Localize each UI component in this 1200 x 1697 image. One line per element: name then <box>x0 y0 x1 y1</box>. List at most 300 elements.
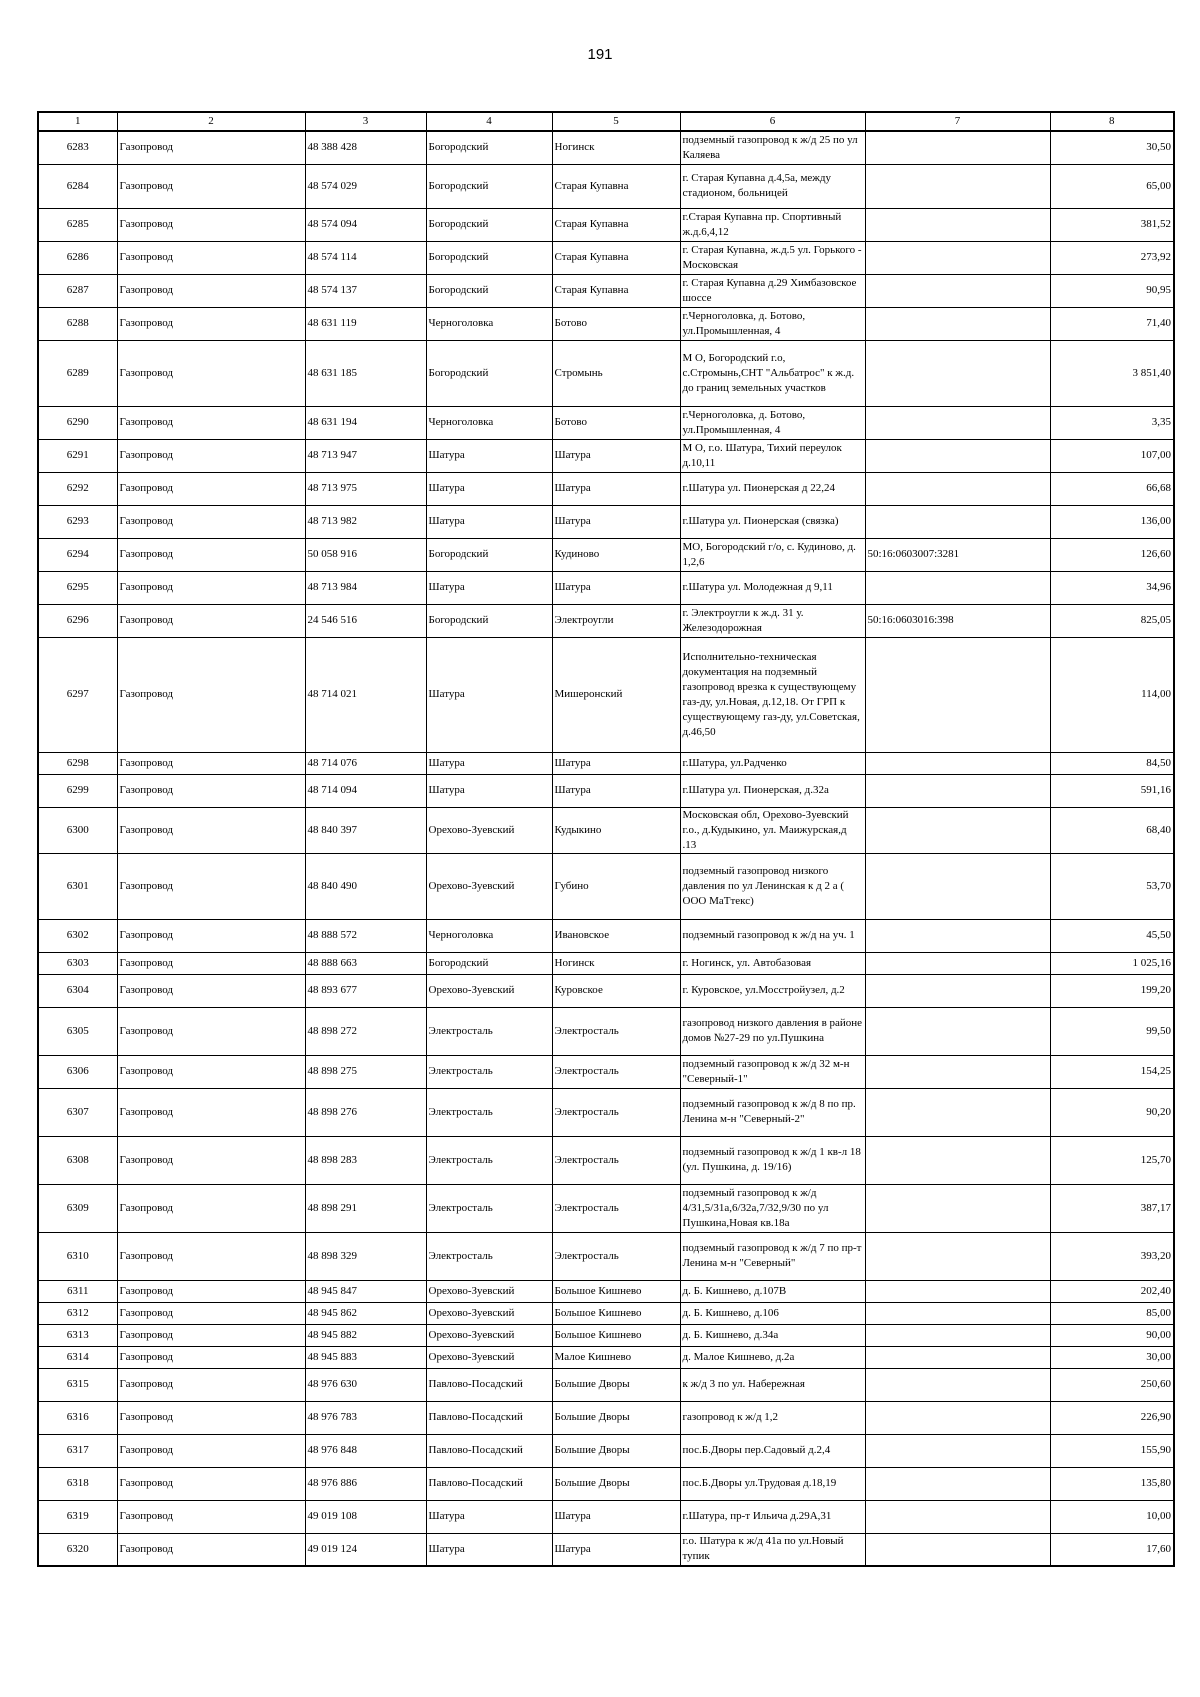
locality-cell: Электроугли <box>552 604 680 637</box>
address-cell: Московская обл, Орехово-Зуевский г.о., д.Кудыкино, ул. Маижурская,д .13 <box>680 807 865 853</box>
object-type-cell: Газопровод <box>117 919 305 952</box>
table-row <box>38 1280 1174 1302</box>
table-row <box>38 274 1174 307</box>
locality-cell: Ботово <box>552 406 680 439</box>
table-row <box>38 505 1174 538</box>
inventory-code-cell: 48 976 848 <box>305 1434 426 1467</box>
row-number-cell: 6307 <box>38 1088 117 1136</box>
inventory-code-cell: 48 713 982 <box>305 505 426 538</box>
address-cell: г.Черноголовка, д. Ботово, ул.Промышленная, 4 <box>680 406 865 439</box>
table-row <box>38 1055 1174 1088</box>
length-value-cell: 1 025,16 <box>1050 952 1174 974</box>
inventory-code-cell: 48 898 283 <box>305 1136 426 1184</box>
object-type-cell: Газопровод <box>117 1401 305 1434</box>
locality-cell: Ивановское <box>552 919 680 952</box>
cadastral-number-cell <box>865 439 1050 472</box>
table-row <box>38 1232 1174 1280</box>
address-cell: г.Шатура ул. Пионерская д 22,24 <box>680 472 865 505</box>
locality-cell: Старая Купавна <box>552 164 680 208</box>
locality-cell: Шатура <box>552 439 680 472</box>
column-header: 3 <box>305 112 426 131</box>
locality-cell: Куровское <box>552 974 680 1007</box>
object-type-cell: Газопровод <box>117 1055 305 1088</box>
table-row <box>38 164 1174 208</box>
length-value-cell: 393,20 <box>1050 1232 1174 1280</box>
inventory-code-cell: 48 631 119 <box>305 307 426 340</box>
district-cell: Шатура <box>426 1500 552 1533</box>
table-row <box>38 807 1174 853</box>
table-row <box>38 1302 1174 1324</box>
address-cell: к ж/д 3 по ул. Набережная <box>680 1368 865 1401</box>
inventory-code-cell: 48 898 272 <box>305 1007 426 1055</box>
district-cell: Шатура <box>426 571 552 604</box>
row-number-cell: 6309 <box>38 1184 117 1232</box>
object-type-cell: Газопровод <box>117 406 305 439</box>
length-value-cell: 202,40 <box>1050 1280 1174 1302</box>
length-value-cell: 114,00 <box>1050 637 1174 752</box>
length-value-cell: 90,00 <box>1050 1324 1174 1346</box>
inventory-code-cell: 48 945 882 <box>305 1324 426 1346</box>
locality-cell: Шатура <box>552 774 680 807</box>
district-cell: Орехово-Зуевский <box>426 853 552 919</box>
address-cell: г. Старая Купавна д.29 Химбазовское шоссе <box>680 274 865 307</box>
inventory-code-cell: 48 574 094 <box>305 208 426 241</box>
cadastral-number-cell <box>865 1500 1050 1533</box>
district-cell: Электросталь <box>426 1088 552 1136</box>
object-type-cell: Газопровод <box>117 274 305 307</box>
row-number-cell: 6297 <box>38 637 117 752</box>
address-cell: д. Б. Кишнево, д.34а <box>680 1324 865 1346</box>
cadastral-number-cell <box>865 1401 1050 1434</box>
length-value-cell: 381,52 <box>1050 208 1174 241</box>
row-number-cell: 6315 <box>38 1368 117 1401</box>
length-value-cell: 85,00 <box>1050 1302 1174 1324</box>
district-cell: Орехово-Зуевский <box>426 1324 552 1346</box>
row-number-cell: 6293 <box>38 505 117 538</box>
inventory-code-cell: 48 976 630 <box>305 1368 426 1401</box>
cadastral-number-cell <box>865 131 1050 164</box>
district-cell: Орехово-Зуевский <box>426 974 552 1007</box>
length-value-cell: 34,96 <box>1050 571 1174 604</box>
cadastral-number-cell <box>865 1280 1050 1302</box>
inventory-code-cell: 48 888 663 <box>305 952 426 974</box>
column-header: 7 <box>865 112 1050 131</box>
cadastral-number-cell <box>865 340 1050 406</box>
district-cell: Богородский <box>426 241 552 274</box>
district-cell: Богородский <box>426 952 552 974</box>
address-cell: д. Малое Кишнево, д.2а <box>680 1346 865 1368</box>
cadastral-number-cell: 50:16:0603007:3281 <box>865 538 1050 571</box>
address-cell: г.Шатура ул. Пионерская (связка) <box>680 505 865 538</box>
object-type-cell: Газопровод <box>117 439 305 472</box>
length-value-cell: 30,50 <box>1050 131 1174 164</box>
table-row <box>38 1324 1174 1346</box>
cadastral-number-cell <box>865 1088 1050 1136</box>
object-type-cell: Газопровод <box>117 1232 305 1280</box>
row-number-cell: 6292 <box>38 472 117 505</box>
length-value-cell: 71,40 <box>1050 307 1174 340</box>
object-type-cell: Газопровод <box>117 637 305 752</box>
locality-cell: Электросталь <box>552 1088 680 1136</box>
row-number-cell: 6311 <box>38 1280 117 1302</box>
table-row <box>38 853 1174 919</box>
address-cell: г.Шатура, ул.Радченко <box>680 752 865 774</box>
locality-cell: Электросталь <box>552 1055 680 1088</box>
object-type-cell: Газопровод <box>117 571 305 604</box>
object-type-cell: Газопровод <box>117 340 305 406</box>
inventory-code-cell: 48 893 677 <box>305 974 426 1007</box>
locality-cell: Ногинск <box>552 952 680 974</box>
address-cell: подземный газопровод к ж/д 7 по пр-т Ленина м-н "Северный" <box>680 1232 865 1280</box>
address-cell: г.о. Шатура к ж/д 41а по ул.Новый тупик <box>680 1533 865 1566</box>
length-value-cell: 387,17 <box>1050 1184 1174 1232</box>
locality-cell: Шатура <box>552 571 680 604</box>
address-cell: подземный газопровод к ж/д 32 м-н "Северный-1" <box>680 1055 865 1088</box>
locality-cell: Старая Купавна <box>552 274 680 307</box>
cadastral-number-cell <box>865 1533 1050 1566</box>
district-cell: Богородский <box>426 274 552 307</box>
address-cell: подземный газопровод низкого давления по ул Ленинская к д 2 а ( ООО МаТтекс) <box>680 853 865 919</box>
table-row <box>38 1136 1174 1184</box>
row-number-cell: 6295 <box>38 571 117 604</box>
inventory-code-cell: 48 574 114 <box>305 241 426 274</box>
district-cell: Шатура <box>426 774 552 807</box>
table-body <box>38 131 1174 1566</box>
object-type-cell: Газопровод <box>117 241 305 274</box>
cadastral-number-cell <box>865 505 1050 538</box>
object-type-cell: Газопровод <box>117 1184 305 1232</box>
cadastral-number-cell <box>865 1368 1050 1401</box>
district-cell: Шатура <box>426 637 552 752</box>
cadastral-number-cell <box>865 919 1050 952</box>
locality-cell: Губино <box>552 853 680 919</box>
table-row <box>38 952 1174 974</box>
inventory-code-cell: 48 713 975 <box>305 472 426 505</box>
district-cell: Электросталь <box>426 1232 552 1280</box>
locality-cell: Ногинск <box>552 131 680 164</box>
object-type-cell: Газопровод <box>117 131 305 164</box>
table-row <box>38 637 1174 752</box>
locality-cell: Ботово <box>552 307 680 340</box>
inventory-code-cell: 49 019 124 <box>305 1533 426 1566</box>
table-row <box>38 1533 1174 1566</box>
table-row <box>38 208 1174 241</box>
object-type-cell: Газопровод <box>117 853 305 919</box>
inventory-code-cell: 48 388 428 <box>305 131 426 164</box>
column-header: 5 <box>552 112 680 131</box>
address-cell: д. Б. Кишнево, д.106 <box>680 1302 865 1324</box>
district-cell: Электросталь <box>426 1184 552 1232</box>
cadastral-number-cell <box>865 164 1050 208</box>
inventory-code-cell: 48 574 029 <box>305 164 426 208</box>
row-number-cell: 6300 <box>38 807 117 853</box>
locality-cell: Кудыкино <box>552 807 680 853</box>
district-cell: Черноголовка <box>426 307 552 340</box>
district-cell: Павлово-Посадский <box>426 1368 552 1401</box>
length-value-cell: 825,05 <box>1050 604 1174 637</box>
locality-cell: Шатура <box>552 1500 680 1533</box>
cadastral-number-cell <box>865 952 1050 974</box>
table-row <box>38 131 1174 164</box>
row-number-cell: 6318 <box>38 1467 117 1500</box>
table-row <box>38 1467 1174 1500</box>
row-number-cell: 6283 <box>38 131 117 164</box>
row-number-cell: 6291 <box>38 439 117 472</box>
cadastral-number-cell <box>865 1467 1050 1500</box>
inventory-code-cell: 48 574 137 <box>305 274 426 307</box>
cadastral-number-cell <box>865 241 1050 274</box>
table-row <box>38 241 1174 274</box>
cadastral-number-cell <box>865 208 1050 241</box>
district-cell: Орехово-Зуевский <box>426 1302 552 1324</box>
cadastral-number-cell <box>865 1184 1050 1232</box>
locality-cell: Кудиново <box>552 538 680 571</box>
object-type-cell: Газопровод <box>117 208 305 241</box>
row-number-cell: 6317 <box>38 1434 117 1467</box>
row-number-cell: 6304 <box>38 974 117 1007</box>
address-cell: г. Старая Купавна, ж.д.5 ул. Горького - Московская <box>680 241 865 274</box>
table-row <box>38 439 1174 472</box>
row-number-cell: 6305 <box>38 1007 117 1055</box>
inventory-code-cell: 48 945 847 <box>305 1280 426 1302</box>
table-row <box>38 538 1174 571</box>
district-cell: Шатура <box>426 439 552 472</box>
object-type-cell: Газопровод <box>117 1007 305 1055</box>
table-row <box>38 919 1174 952</box>
length-value-cell: 107,00 <box>1050 439 1174 472</box>
inventory-code-cell: 48 713 984 <box>305 571 426 604</box>
length-value-cell: 125,70 <box>1050 1136 1174 1184</box>
address-cell: подземный газопровод к ж/д 25 по ул Каляева <box>680 131 865 164</box>
table-row <box>38 340 1174 406</box>
table-row <box>38 604 1174 637</box>
inventory-code-cell: 48 976 783 <box>305 1401 426 1434</box>
length-value-cell: 3,35 <box>1050 406 1174 439</box>
row-number-cell: 6308 <box>38 1136 117 1184</box>
table-row <box>38 1434 1174 1467</box>
column-header: 6 <box>680 112 865 131</box>
table-row <box>38 307 1174 340</box>
district-cell: Павлово-Посадский <box>426 1434 552 1467</box>
district-cell: Черноголовка <box>426 406 552 439</box>
object-type-cell: Газопровод <box>117 1346 305 1368</box>
length-value-cell: 154,25 <box>1050 1055 1174 1088</box>
inventory-code-cell: 48 898 291 <box>305 1184 426 1232</box>
inventory-code-cell: 48 976 886 <box>305 1467 426 1500</box>
row-number-cell: 6314 <box>38 1346 117 1368</box>
district-cell: Богородский <box>426 164 552 208</box>
length-value-cell: 199,20 <box>1050 974 1174 1007</box>
length-value-cell: 99,50 <box>1050 1007 1174 1055</box>
cadastral-number-cell <box>865 1346 1050 1368</box>
length-value-cell: 90,95 <box>1050 274 1174 307</box>
object-type-cell: Газопровод <box>117 472 305 505</box>
locality-cell: Большие Дворы <box>552 1401 680 1434</box>
address-cell: г. Ногинск, ул. Автобазовая <box>680 952 865 974</box>
row-number-cell: 6288 <box>38 307 117 340</box>
table-row <box>38 752 1174 774</box>
cadastral-number-cell <box>865 1232 1050 1280</box>
inventory-code-cell: 50 058 916 <box>305 538 426 571</box>
cadastral-number-cell <box>865 853 1050 919</box>
length-value-cell: 66,68 <box>1050 472 1174 505</box>
inventory-code-cell: 48 631 185 <box>305 340 426 406</box>
row-number-cell: 6299 <box>38 774 117 807</box>
district-cell: Павлово-Посадский <box>426 1401 552 1434</box>
object-type-cell: Газопровод <box>117 1302 305 1324</box>
object-type-cell: Газопровод <box>117 1533 305 1566</box>
locality-cell: Большие Дворы <box>552 1368 680 1401</box>
registry-table <box>37 111 1175 1567</box>
length-value-cell: 65,00 <box>1050 164 1174 208</box>
address-cell: подземный газопровод к ж/д на уч. 1 <box>680 919 865 952</box>
object-type-cell: Газопровод <box>117 604 305 637</box>
object-type-cell: Газопровод <box>117 1500 305 1533</box>
address-cell: г.Шатура ул. Молодежная д 9,11 <box>680 571 865 604</box>
address-cell: подземный газопровод к ж/д 4/31,5/31а,6/32а,7/32,9/30 по ул Пушкина,Новая кв.18а <box>680 1184 865 1232</box>
locality-cell: Стромынь <box>552 340 680 406</box>
object-type-cell: Газопровод <box>117 164 305 208</box>
object-type-cell: Газопровод <box>117 752 305 774</box>
address-cell: г. Электроугли к ж.д. 31 у. Железодорожная <box>680 604 865 637</box>
row-number-cell: 6319 <box>38 1500 117 1533</box>
length-value-cell: 90,20 <box>1050 1088 1174 1136</box>
locality-cell: Большие Дворы <box>552 1467 680 1500</box>
cadastral-number-cell <box>865 472 1050 505</box>
inventory-code-cell: 48 840 490 <box>305 853 426 919</box>
object-type-cell: Газопровод <box>117 1467 305 1500</box>
object-type-cell: Газопровод <box>117 1368 305 1401</box>
locality-cell: Электросталь <box>552 1007 680 1055</box>
table-row <box>38 774 1174 807</box>
cadastral-number-cell <box>865 1136 1050 1184</box>
row-number-cell: 6302 <box>38 919 117 952</box>
address-cell: М О, Богородский г.о, с.Стромынь,СНТ "Альбатрос" к ж.д. до границ земельных участков <box>680 340 865 406</box>
district-cell: Орехово-Зуевский <box>426 1346 552 1368</box>
row-number-cell: 6320 <box>38 1533 117 1566</box>
column-header: 8 <box>1050 112 1174 131</box>
row-number-cell: 6285 <box>38 208 117 241</box>
column-header: 4 <box>426 112 552 131</box>
locality-cell: Электросталь <box>552 1136 680 1184</box>
district-cell: Богородский <box>426 604 552 637</box>
row-number-cell: 6296 <box>38 604 117 637</box>
address-cell: д. Б. Кишнево, д.107В <box>680 1280 865 1302</box>
address-cell: г.Шатура, пр-т Ильича д.29А,31 <box>680 1500 865 1533</box>
address-cell: пос.Б.Дворы пер.Садовый д.2,4 <box>680 1434 865 1467</box>
address-cell: г. Куровское, ул.Мосстройузел, д.2 <box>680 974 865 1007</box>
district-cell: Электросталь <box>426 1055 552 1088</box>
object-type-cell: Газопровод <box>117 1434 305 1467</box>
table-row <box>38 974 1174 1007</box>
row-number-cell: 6287 <box>38 274 117 307</box>
object-type-cell: Газопровод <box>117 1136 305 1184</box>
locality-cell: Шатура <box>552 472 680 505</box>
header-row <box>38 112 1174 131</box>
locality-cell: Большое Кишнево <box>552 1324 680 1346</box>
column-header: 2 <box>117 112 305 131</box>
table-row <box>38 1401 1174 1434</box>
row-number-cell: 6294 <box>38 538 117 571</box>
district-cell: Павлово-Посадский <box>426 1467 552 1500</box>
district-cell: Шатура <box>426 505 552 538</box>
district-cell: Богородский <box>426 208 552 241</box>
length-value-cell: 68,40 <box>1050 807 1174 853</box>
cadastral-number-cell <box>865 1055 1050 1088</box>
cadastral-number-cell <box>865 406 1050 439</box>
row-number-cell: 6316 <box>38 1401 117 1434</box>
length-value-cell: 226,90 <box>1050 1401 1174 1434</box>
locality-cell: Шатура <box>552 752 680 774</box>
table-row <box>38 1346 1174 1368</box>
row-number-cell: 6313 <box>38 1324 117 1346</box>
locality-cell: Малое Кишнево <box>552 1346 680 1368</box>
district-cell: Шатура <box>426 1533 552 1566</box>
inventory-code-cell: 48 945 862 <box>305 1302 426 1324</box>
address-cell: газопровод низкого давления в районе домов №27-29 по ул.Пушкина <box>680 1007 865 1055</box>
district-cell: Богородский <box>426 340 552 406</box>
locality-cell: Большие Дворы <box>552 1434 680 1467</box>
district-cell: Богородский <box>426 131 552 164</box>
table-row <box>38 1088 1174 1136</box>
locality-cell: Шатура <box>552 1533 680 1566</box>
length-value-cell: 10,00 <box>1050 1500 1174 1533</box>
cadastral-number-cell <box>865 752 1050 774</box>
page-number: 191 <box>587 46 613 63</box>
length-value-cell: 135,80 <box>1050 1467 1174 1500</box>
address-cell: М О, г.о. Шатура, Тихий переулок д.10,11 <box>680 439 865 472</box>
table-row <box>38 1368 1174 1401</box>
district-cell: Орехово-Зуевский <box>426 1280 552 1302</box>
length-value-cell: 17,60 <box>1050 1533 1174 1566</box>
locality-cell: Мишеронский <box>552 637 680 752</box>
row-number-cell: 6303 <box>38 952 117 974</box>
cadastral-number-cell <box>865 571 1050 604</box>
length-value-cell: 591,16 <box>1050 774 1174 807</box>
table-row <box>38 1184 1174 1232</box>
locality-cell: Большое Кишнево <box>552 1280 680 1302</box>
object-type-cell: Газопровод <box>117 974 305 1007</box>
table-row <box>38 1007 1174 1055</box>
district-cell: Шатура <box>426 752 552 774</box>
length-value-cell: 53,70 <box>1050 853 1174 919</box>
length-value-cell: 30,00 <box>1050 1346 1174 1368</box>
length-value-cell: 250,60 <box>1050 1368 1174 1401</box>
cadastral-number-cell <box>865 637 1050 752</box>
table-row <box>38 472 1174 505</box>
address-cell: газопровод к ж/д 1,2 <box>680 1401 865 1434</box>
address-cell: МО, Богородский г/о, с. Кудиново, д. 1,2,6 <box>680 538 865 571</box>
address-cell: г.Черноголовка, д. Ботово, ул.Промышленная, 4 <box>680 307 865 340</box>
object-type-cell: Газопровод <box>117 1088 305 1136</box>
district-cell: Черноголовка <box>426 919 552 952</box>
object-type-cell: Газопровод <box>117 1280 305 1302</box>
district-cell: Электросталь <box>426 1007 552 1055</box>
district-cell: Шатура <box>426 472 552 505</box>
object-type-cell: Газопровод <box>117 952 305 974</box>
locality-cell: Старая Купавна <box>552 241 680 274</box>
column-header: 1 <box>38 112 117 131</box>
cadastral-number-cell <box>865 274 1050 307</box>
cadastral-number-cell <box>865 1434 1050 1467</box>
address-cell: пос.Б.Дворы ул.Трудовая д.18,19 <box>680 1467 865 1500</box>
locality-cell: Старая Купавна <box>552 208 680 241</box>
length-value-cell: 136,00 <box>1050 505 1174 538</box>
address-cell: г.Шатура ул. Пионерская, д.32а <box>680 774 865 807</box>
inventory-code-cell: 48 714 021 <box>305 637 426 752</box>
row-number-cell: 6312 <box>38 1302 117 1324</box>
row-number-cell: 6298 <box>38 752 117 774</box>
